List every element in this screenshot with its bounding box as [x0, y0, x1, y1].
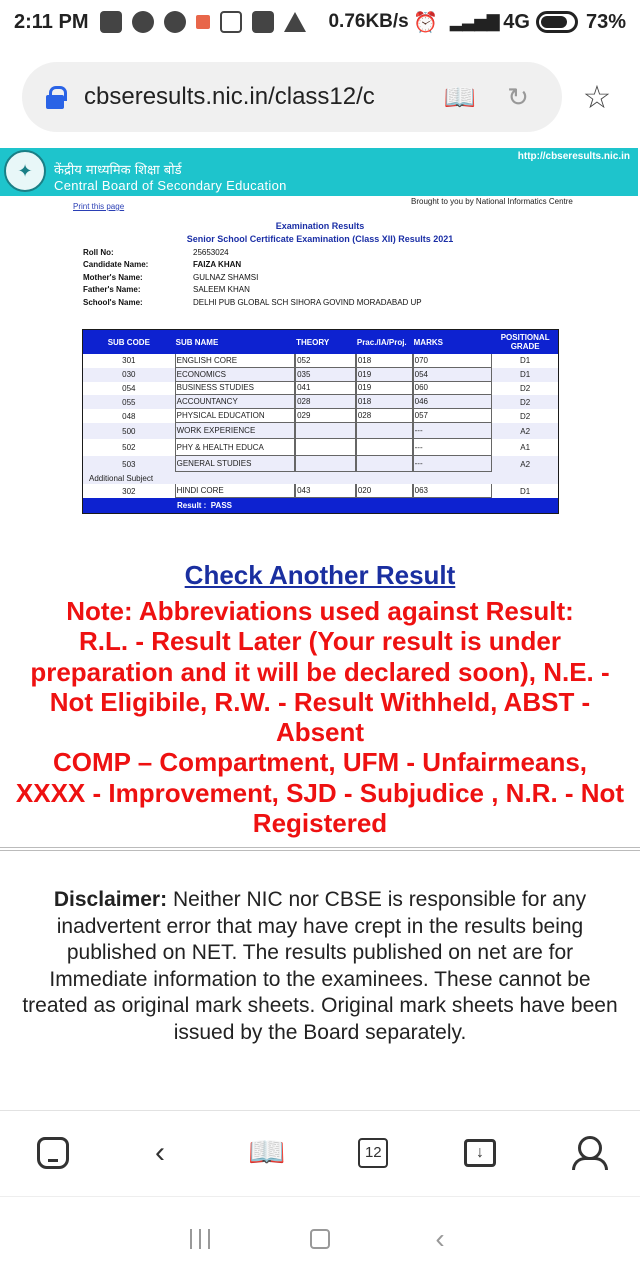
tabs-button[interactable] — [353, 1133, 393, 1173]
candidate-info — [83, 246, 422, 309]
browser-toolbar — [0, 1110, 640, 1194]
cell-marks: 063 — [413, 484, 493, 498]
reload-icon[interactable]: ↻ — [507, 81, 529, 112]
home-icon — [37, 1137, 69, 1169]
cell-sub-name: HINDI CORE — [175, 484, 296, 498]
note-line: XXXX - Improvement, SJD - Subjudice , N.R. - Not — [15, 777, 625, 808]
cell-theory: 029 — [295, 409, 356, 423]
cell-sub-name: ECONOMICS — [175, 368, 296, 382]
app-notification-icon — [196, 15, 210, 29]
menu-icon — [190, 1229, 210, 1249]
cell-grade: A1 — [520, 443, 531, 453]
url-text[interactable]: cbseresults.nic.in/class12/c — [84, 83, 375, 110]
abbreviations-note — [0, 596, 640, 838]
cell-grade: D1 — [520, 486, 531, 496]
info-value: DELHI PUB GLOBAL SCH SIHORA GOVIND MORADABAD UP — [193, 297, 422, 307]
back-button[interactable] — [140, 1133, 180, 1173]
info-value: SALEEM KHAN — [193, 285, 250, 295]
result-bar — [83, 498, 558, 513]
info-row — [83, 259, 422, 272]
alarm-icon: ⏰ — [413, 11, 439, 34]
cell-prac: 018 — [356, 354, 413, 368]
cell-grade: D1 — [520, 370, 531, 380]
info-label: Roll No: — [83, 247, 114, 257]
info-label: Mother's Name: — [83, 272, 143, 282]
cell-prac: 019 — [356, 382, 413, 396]
header-sub-name: SUB NAME — [175, 337, 219, 347]
battery-level: 73% — [585, 10, 626, 33]
exam-subtitle: Senior School Certificate Examination (Class XII) Results 2021 — [186, 234, 454, 244]
cell-prac: 028 — [356, 409, 413, 423]
info-value: FAIZA KHAN — [193, 260, 242, 270]
table-row — [83, 423, 558, 440]
cell-theory — [295, 439, 356, 456]
chevron-left-icon: ‹ — [154, 1135, 165, 1169]
table-row — [83, 354, 558, 368]
cell-sub-code: 301 — [122, 356, 136, 366]
marks-table — [82, 329, 559, 514]
warning-icon — [284, 12, 306, 32]
header-grade: POSITIONAL GRADE — [500, 333, 550, 351]
cell-marks: --- — [413, 456, 493, 473]
cell-marks: 046 — [413, 395, 493, 409]
cell-theory: 028 — [295, 395, 356, 409]
delete-icon — [252, 11, 274, 33]
info-label: School's Name: — [83, 297, 143, 307]
header-marks: MARKS — [413, 337, 443, 347]
cell-theory: 043 — [295, 484, 356, 498]
cell-grade: A2 — [520, 459, 531, 469]
table-row — [83, 456, 558, 473]
cell-sub-code: 302 — [122, 486, 136, 496]
bookmark-star-icon[interactable]: ☆ — [582, 79, 612, 115]
network-speed: 0.76KB/s — [328, 11, 409, 32]
battery-icon — [536, 11, 578, 33]
chrome-icon — [164, 11, 186, 33]
book-icon: 📖 — [247, 1136, 286, 1169]
cell-grade: D2 — [520, 411, 531, 421]
cell-sub-code: 054 — [122, 383, 136, 393]
cell-sub-code: 503 — [122, 459, 136, 469]
info-value: 25653024 — [193, 247, 229, 257]
upload-icon — [220, 11, 242, 33]
note-line: Note: Abbreviations used against Result: — [66, 596, 574, 626]
square-icon — [310, 1229, 330, 1249]
system-back-button[interactable] — [380, 1223, 500, 1255]
download-icon: ↓ — [464, 1139, 496, 1167]
cell-marks: 060 — [413, 382, 493, 396]
table-body — [83, 354, 558, 472]
note-line: Registered — [252, 808, 388, 839]
home-button[interactable] — [33, 1133, 73, 1173]
note-line: Not Eligibile, R.W. - Result Withheld, ABST - — [49, 686, 591, 717]
cell-marks: --- — [413, 439, 493, 456]
cell-sub-name: PHY & HEALTH EDUCA — [175, 439, 296, 456]
system-nav-bar — [0, 1196, 640, 1280]
downloads-button[interactable] — [460, 1133, 500, 1173]
cell-sub-code: 500 — [122, 426, 136, 436]
status-time: 2:11 PM — [14, 10, 89, 33]
status-bar — [0, 0, 640, 44]
result-value: PASS — [210, 501, 232, 511]
profile-button[interactable] — [567, 1133, 607, 1173]
table-row — [83, 409, 558, 423]
cell-marks: 070 — [413, 354, 493, 368]
network-type: 4G — [503, 10, 530, 33]
cell-sub-name: ENGLISH CORE — [175, 354, 296, 368]
table-header — [83, 330, 558, 354]
note-line: R.L. - Result Later (Your result is under — [78, 626, 562, 657]
table-row — [83, 484, 558, 498]
info-row — [83, 296, 422, 309]
cell-sub-code: 055 — [122, 397, 136, 407]
cell-prac: 020 — [356, 484, 413, 498]
cell-prac — [356, 456, 413, 473]
system-home-button[interactable] — [260, 1229, 380, 1249]
board-name-english: Central Board of Secondary Education — [54, 178, 287, 193]
cell-sub-name: BUSINESS STUDIES — [175, 382, 296, 396]
table-row — [83, 395, 558, 409]
note-line: preparation and it will be declared soon), N.E. - — [30, 656, 610, 687]
cell-sub-code: 048 — [122, 411, 136, 421]
recents-button[interactable] — [140, 1229, 260, 1249]
cell-marks: 057 — [413, 409, 493, 423]
info-label: Father's Name: — [83, 285, 141, 295]
cbse-logo: ✦ — [4, 150, 46, 192]
back-icon: ‹ — [435, 1222, 445, 1254]
cell-sub-name: PHYSICAL EDUCATION — [175, 409, 296, 423]
header-prac: Prac./IA/Proj. — [356, 337, 407, 347]
site-header — [0, 148, 638, 196]
cell-grade: D1 — [520, 356, 531, 366]
info-row — [83, 284, 422, 297]
cell-grade: D2 — [520, 383, 531, 393]
address-bar[interactable] — [22, 62, 562, 132]
info-label: Candidate Name: — [83, 260, 149, 270]
tab-count: 12 — [358, 1138, 388, 1168]
exam-title: Examination Results — [275, 221, 365, 231]
youtube-icon — [100, 11, 122, 33]
blocked-icon — [132, 11, 154, 33]
site-url[interactable]: http://cbseresults.nic.in — [517, 151, 630, 162]
cell-grade: D2 — [520, 397, 531, 407]
info-row — [83, 271, 422, 284]
result-label: Result : — [177, 501, 207, 511]
table-row — [83, 382, 558, 396]
cell-prac — [356, 439, 413, 456]
board-name-hindi: केंद्रीय माध्यमिक शिक्षा बोर्ड — [54, 163, 182, 178]
disclaimer — [20, 887, 620, 1046]
cell-marks: 054 — [413, 368, 493, 382]
cell-theory: 052 — [295, 354, 356, 368]
cell-sub-code: 502 — [122, 443, 136, 453]
brought-by-text: Brought to you by National Informatics Centre — [411, 197, 573, 206]
additional-subject-label: Additional Subject — [83, 472, 558, 484]
cell-prac: 019 — [356, 368, 413, 382]
cell-theory — [295, 423, 356, 440]
cell-sub-name: ACCOUNTANCY — [175, 395, 296, 409]
table-row — [83, 368, 558, 382]
reader-mode-icon[interactable]: 📖 — [443, 81, 477, 112]
additional-subject-row — [83, 484, 558, 498]
user-icon — [571, 1136, 603, 1170]
cell-theory — [295, 456, 356, 473]
cell-sub-name: GENERAL STUDIES — [175, 456, 296, 473]
header-theory: THEORY — [296, 337, 330, 347]
info-row — [83, 246, 422, 259]
cell-grade: A2 — [520, 426, 531, 436]
cell-sub-name: WORK EXPERIENCE — [175, 423, 296, 440]
cell-prac: 018 — [356, 395, 413, 409]
disclaimer-label: Disclaimer: — [53, 888, 168, 911]
signal-icon: ▂▃▅▇ — [450, 14, 500, 31]
cell-theory: 041 — [295, 382, 356, 396]
divider — [0, 847, 640, 851]
lock-icon — [46, 86, 64, 108]
cell-sub-code: 030 — [122, 370, 136, 380]
print-page-link[interactable]: Print this page — [73, 202, 125, 211]
cell-theory: 035 — [295, 368, 356, 382]
bookmarks-button[interactable] — [247, 1133, 287, 1173]
cell-prac — [356, 423, 413, 440]
note-line: Absent — [275, 717, 365, 748]
check-another-result-link[interactable]: Check Another Result — [184, 560, 456, 590]
cell-marks: --- — [413, 423, 493, 440]
table-row — [83, 439, 558, 456]
info-value: GULNAZ SHAMSI — [193, 272, 259, 282]
disclaimer-text: Neither NIC nor CBSE is responsible for any inadvertent error that may have crept in the results being published on NET. The results published on net are for Immediate information to the examinees. These cannot be treated as original mark sheets. Original mark sheets have been issued by the Board separately. — [22, 888, 618, 1044]
note-line: COMP – Compartment, UFM - Unfairmeans, — [52, 747, 588, 778]
header-sub-code: SUB CODE — [107, 337, 150, 347]
